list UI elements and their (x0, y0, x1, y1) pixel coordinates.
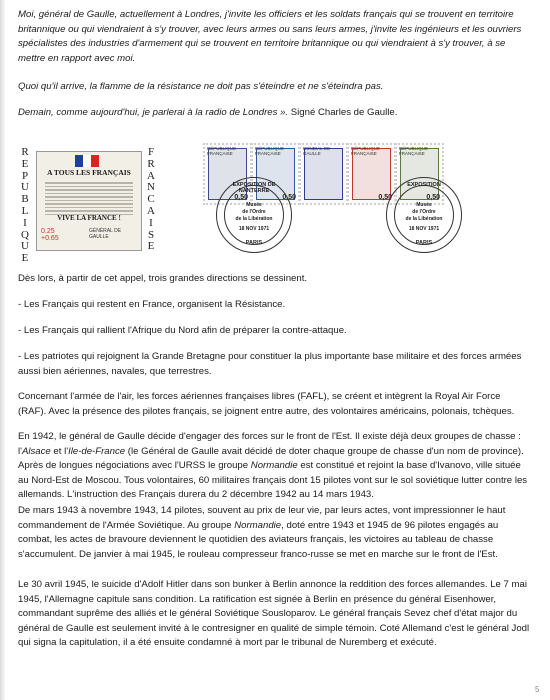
poster-price (41, 228, 59, 242)
poster-vertical-right: F R A N C A I S E (147, 146, 155, 253)
postmark-2 (386, 177, 462, 253)
poster-vertical-left: R E P U B L I Q U E (21, 146, 29, 265)
stamp-value: 0,50 (378, 194, 392, 201)
postmark-2-mid2: de l'Ordre (412, 209, 436, 215)
body-paragraph-1: Dès lors, à partir de cet appel, trois grandes directions se dessinent. (18, 273, 308, 284)
postmark-1 (216, 177, 292, 253)
postmark-1-mid3: de la Libération (235, 216, 273, 222)
quote-paragraph-2: Quoi qu'il arrive, la flamme de la résistance ne doit pas s'éteindre et ne s'éteindra pas. (18, 81, 384, 92)
page-edge-shadow (0, 0, 6, 700)
quote-paragraph-1: Moi, général de Gaulle, actuellement à Londres, j'invite les officiers et les soldats français qui se trouvent en territoire britannique ou qui viendraient à s'y trouver, avec leurs armes ou sans leurs armes, j'invite les ingénieurs et les ouvriers spécialistes des industries d'armement qui se trouvent en territoire britannique ou qui viendraient à s'y trouver, à se mettre en rapport avec moi. (18, 9, 522, 64)
postmark-2-mid1: Musée (416, 202, 432, 208)
stamp-label: RÉPUBLIQUE FRANÇAISE (399, 146, 429, 156)
body-paragraph-8: Le 30 avril 1945, le suicide d'Adolf Hitler dans son bunker à Berlin annonce la reddition des forces allemandes. Le 7 mai 1945, l'Allemagne capitule sans condition. La ratification est signée à Berlin en présence du général Eisenhower, commandant suprême des alliés et le général Soviétique Sousloparov. Le général français Sevez chef d'état major du général de Gaulle est seulement invité à le contresigner en qualité de simple témoin. Coté Allemand c'est le général Jodl qui signa la capitulation, il a été ensuite condamné à mort par le tribunal de Nuremberg et exécuté. (18, 579, 530, 649)
postmark-2-date: 18 NOV 1971 (408, 226, 440, 232)
alsace-italic: Alsace (21, 445, 51, 457)
postmark-2-top: EXPOSITION (407, 182, 441, 188)
postmark-1-city: PARIS (245, 240, 263, 246)
poster-vive: VIVE LA FRANCE ! (57, 214, 121, 222)
page-number: 5 (535, 685, 540, 694)
price-bottom: +0.65 (41, 235, 59, 242)
quote-paragraph-3 (18, 106, 530, 121)
postmark-1-top: EXPOSITION DE NANTERRE (232, 182, 276, 194)
body-paragraph-6: En 1942, le général de Gaulle décide d'engager des forces sur le front de l'Est. Il existe déjà deux groupes de chasse : l'Alsace et l'Ile-de-France (le Général de Gaulle avait décidé de doter chaque groupe de chasse d'un nom de province). Après de longues négociations avec l'URSS le groupe Normandie est constitué et rejoint la base d'Ivanovo, ville située au Nord-Est de Moscou. Tous volontaires, 60 militaires français dont 15 pilotes vont sur le sol soviétique lutter contre les allemands. L'instruction des Français durera du 2 décembre 1942 au 14 mars 1943. (18, 431, 528, 501)
stamp-value: 0,50 (282, 194, 296, 201)
quote-closing: Demain, comme aujourd'hui, je parlerai à la radio de Londres ». (18, 107, 289, 118)
body-paragraph-7: De mars 1943 à novembre 1943, 14 pilotes, souvent au prix de leur vie, par leurs actes, vont impressionner le haut commandement de l'Armée Soviétique. Au groupe Normandie, doté entre 1943 et 1945 de 96 pilotes engagés au combat, les actes de bravoure deviennent le quotidien des aviateurs français, les victoires au tableau de chasse s'accumulent. De janvier à mai 1945, le rouleau compresseur franco-russe se met en marche sur le front de l'Est. (18, 505, 506, 560)
price-top: 0.25 (41, 228, 55, 235)
postmark-2-city: PARIS (415, 240, 433, 246)
appeal-poster (16, 143, 168, 265)
ile-de-france-italic: Ile-de-France (68, 445, 126, 457)
quote-signature: Signé Charles de Gaulle. (288, 107, 398, 118)
stamp-label: BONDIAL DE GAULLE (303, 146, 331, 156)
postmark-1-mid2: de l'Ordre (242, 209, 266, 215)
normandie-italic-2: Normandie (234, 519, 282, 531)
flag-icon (75, 154, 101, 166)
postmark-2-mid3: de la Libération (405, 216, 443, 222)
stamp-3 (299, 143, 348, 205)
poster-title: A TOUS LES FRANÇAIS (47, 168, 131, 177)
stamp-4 (347, 143, 396, 205)
stamp-label: RÉPUBLIQUE FRANÇAISE (207, 146, 237, 156)
body-paragraph-4: - Les patriotes qui rejoignent la Grande Bretagne pour constituer la plus importante base militaire et des forces armées aussi bien aériennes, navales, que terrestres. (18, 351, 522, 377)
body-paragraph-2: - Les Français qui restent en France, organisent la Résistance. (18, 299, 286, 310)
body-paragraph-3: - Les Français qui rallient l'Afrique du Nord afin de préparer la contre-attaque. (18, 325, 347, 336)
postmark-1-mid1: Musée (246, 202, 262, 208)
poster-body (36, 151, 142, 251)
poster-signature: GÉNÉRAL DE GAULLE (89, 228, 122, 240)
stamp-value: 0,50 (234, 194, 248, 201)
normandie-italic: Normandie (250, 460, 298, 472)
stamp-label: RÉPUBLIQUE FRANÇAISE (351, 146, 381, 156)
stamp-value: 0,50 (426, 194, 440, 201)
postmark-1-date: 18 NOV 1971 (238, 226, 270, 232)
stamps-illustration (16, 143, 536, 265)
body-paragraph-5: Concernant l'armée de l'air, les forces aériennes françaises libres (FAFL), se créent et intègrent la Royal Air Force (RAF). Avec la présence des pilotes français, se joignent entre autre, des volontaires américains, polonais, tchèques. (18, 391, 515, 417)
poster-text-lines (45, 180, 133, 217)
stamp-label: RÉPUBLIQUE FRANÇAISE (255, 146, 285, 156)
